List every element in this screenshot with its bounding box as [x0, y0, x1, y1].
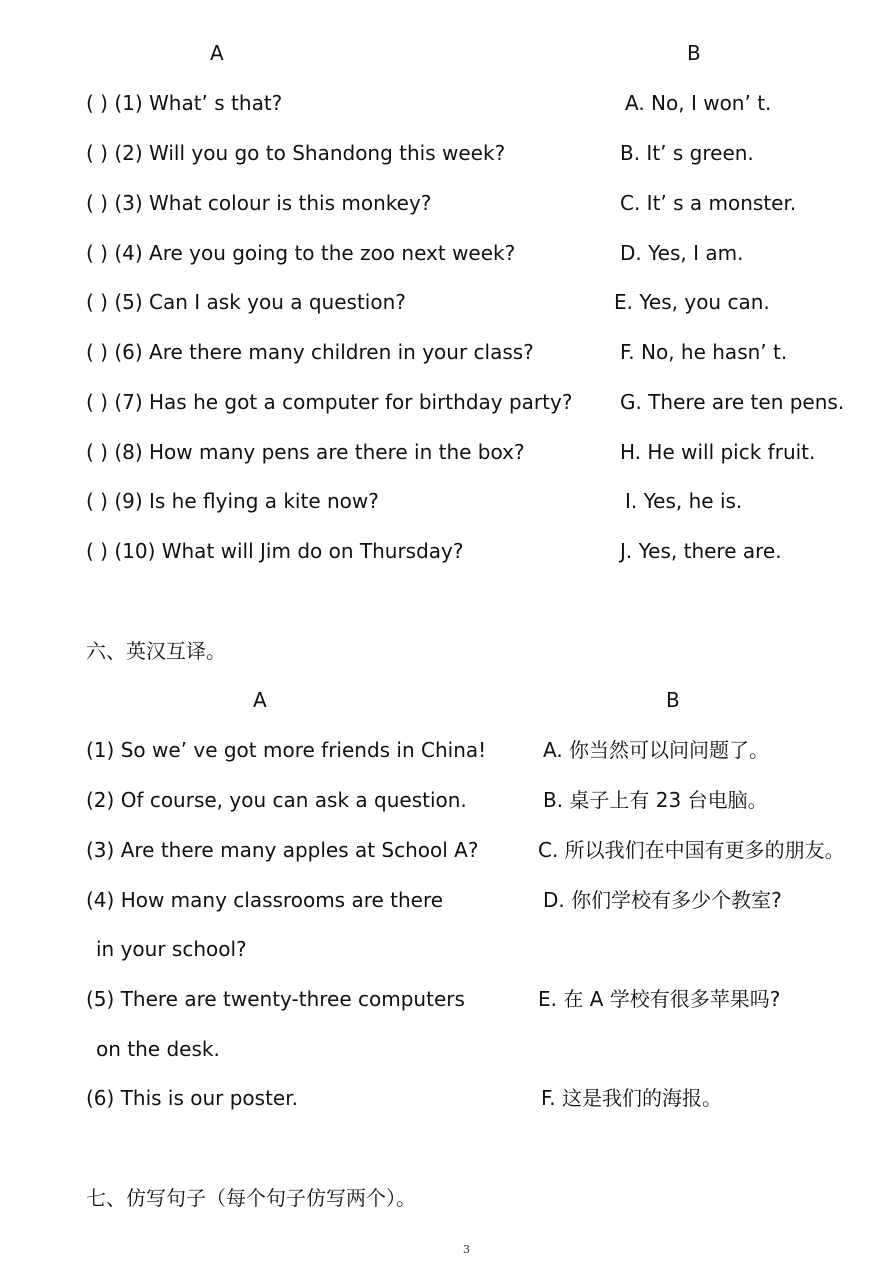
question-1: ( ) (1) What’ s that?: [86, 91, 283, 115]
english-sentence-6: (6) This is our poster.: [86, 1086, 298, 1110]
question-9: ( ) (9) Is he flying a kite now?: [86, 489, 379, 513]
question-10: ( ) (10) What will Jim do on Thursday?: [86, 539, 464, 563]
english-sentence-4-cont: in your school?: [96, 937, 247, 961]
answer-e: E. Yes, you can.: [614, 290, 770, 314]
english-sentence-5-cont: on the desk.: [96, 1037, 220, 1061]
section-6-column-b-header: B: [666, 688, 680, 712]
chinese-option-b: B. 桌子上有 23 台电脑。: [543, 788, 768, 812]
section-7-heading: 七、仿写句子（每个句子仿写两个）。: [86, 1186, 416, 1210]
chinese-option-a: A. 你当然可以问问题了。: [543, 738, 770, 762]
chinese-option-c: C. 所以我们在中国有更多的朋友。: [538, 838, 845, 862]
answer-j: J. Yes, there are.: [620, 539, 782, 563]
answer-c: C. It’ s a monster.: [620, 191, 797, 215]
column-a-header: A: [210, 41, 224, 65]
question-2: ( ) (2) Will you go to Shandong this week?: [86, 141, 506, 165]
section-6-column-a-header: A: [253, 688, 267, 712]
question-6: ( ) (6) Are there many children in your class?: [86, 340, 534, 364]
question-4: ( ) (4) Are you going to the zoo next week?: [86, 241, 516, 265]
answer-b: B. It’ s green.: [620, 141, 754, 165]
answer-f: F. No, he hasn’ t.: [620, 340, 788, 364]
answer-d: D. Yes, I am.: [620, 241, 744, 265]
column-b-header: B: [687, 41, 701, 65]
chinese-option-d: D. 你们学校有多少个教室?: [543, 888, 782, 912]
question-8: ( ) (8) How many pens are there in the box?: [86, 440, 525, 464]
question-3: ( ) (3) What colour is this monkey?: [86, 191, 432, 215]
question-5: ( ) (5) Can I ask you a question?: [86, 290, 406, 314]
answer-g: G. There are ten pens.: [620, 390, 845, 414]
chinese-option-f: F. 这是我们的海报。: [541, 1086, 723, 1110]
page-number: 3: [463, 1243, 470, 1256]
question-7: ( ) (7) Has he got a computer for birthday party?: [86, 390, 573, 414]
english-sentence-4: (4) How many classrooms are there: [86, 888, 444, 912]
answer-i: I. Yes, he is.: [625, 489, 743, 513]
english-sentence-2: (2) Of course, you can ask a question.: [86, 788, 467, 812]
answer-a: A. No, I won’ t.: [625, 91, 772, 115]
answer-h: H. He will pick fruit.: [620, 440, 816, 464]
english-sentence-3: (3) Are there many apples at School A?: [86, 838, 479, 862]
english-sentence-1: (1) So we’ ve got more friends in China!: [86, 738, 487, 762]
chinese-option-e: E. 在 A 学校有很多苹果吗?: [538, 987, 781, 1011]
section-6-heading: 六、英汉互译。: [86, 639, 226, 663]
english-sentence-5: (5) There are twenty-three computers: [86, 987, 465, 1011]
